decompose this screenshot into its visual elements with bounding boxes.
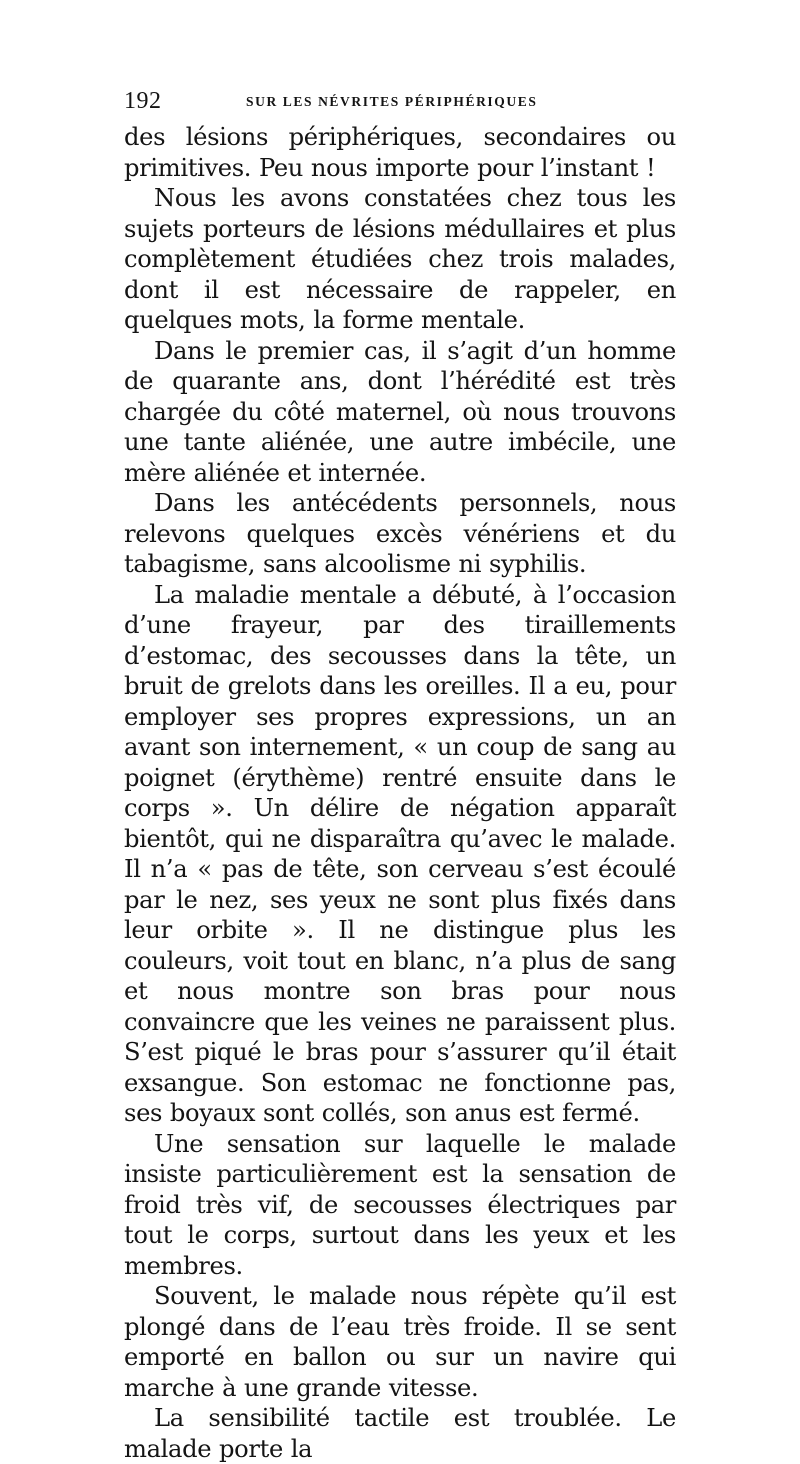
paragraph: Dans le premier cas, il s’agit d’un homme de quarante ans, dont l’hérédité est très chargée du côté maternel, où nous trouvons une tante aliénée, une autre imbécile, une mère aliénée et internée.: [124, 336, 676, 487]
page-number: 192: [124, 88, 162, 114]
paragraph: Souvent, le malade nous répète qu’il est plongé dans de l’eau très froide. Il se sent emporté en ballon ou sur un navire qui marche à une grande vitesse.: [124, 1282, 676, 1402]
paragraph-truncated: La sensibilité tactile est troublée. Le malade porte la: [124, 1404, 676, 1463]
running-title: SUR LES NÉVRITES PÉRIPHÉRIQUES: [246, 94, 538, 109]
paragraph: La maladie mentale a débuté, à l’occasion d’une frayeur, par des tiraillements d’estomac, des secousses dans la tête, un bruit de grelots dans les oreilles. Il a eu, pour employer ses propres expressions, un an avant son internement, « un coup de sang au poignet (érythème) rentré ensuite dans le corps ». Un délire de négation apparaît bientôt, qui ne disparaîtra qu’avec le malade. Il n’a « pas de tête, son cerveau s’est écoulé par le nez, ses yeux ne sont plus fixés dans leur orbite ». Il ne distingue plus les couleurs, voit tout en blanc, n’a plus de sang et nous montre son bras pour nous convaincre que les veines ne paraissent plus. S’est piqué le bras pour s’assurer qu’il était exsangue. Son estomac ne fonctionne pas, ses boyaux sont collés, son anus est fermé.: [124, 580, 676, 1127]
paragraph: Nous les avons constatées chez tous les sujets porteurs de lésions médullaires et plus complètement étudiées chez trois malades, dont il est nécessaire de rappeler, en quelques mots, la forme mentale.: [124, 184, 676, 334]
body-text: [124, 122, 676, 1464]
running-head: [124, 84, 676, 122]
paragraph: Une sensation sur laquelle le malade insiste particulièrement est la sensation de froid très vif, de secousses électriques par tout le corps, surtout dans les yeux et les membres.: [124, 1129, 676, 1280]
book-page: [124, 84, 676, 1464]
paragraph-continued: des lésions périphériques, secondaires ou primitives. Peu nous importe pour l’instant !: [124, 123, 676, 182]
paragraph: Dans les antécédents personnels, nous relevons quelques excès vénériens et du tabagisme, sans alcoolisme ni syphilis.: [124, 489, 676, 578]
